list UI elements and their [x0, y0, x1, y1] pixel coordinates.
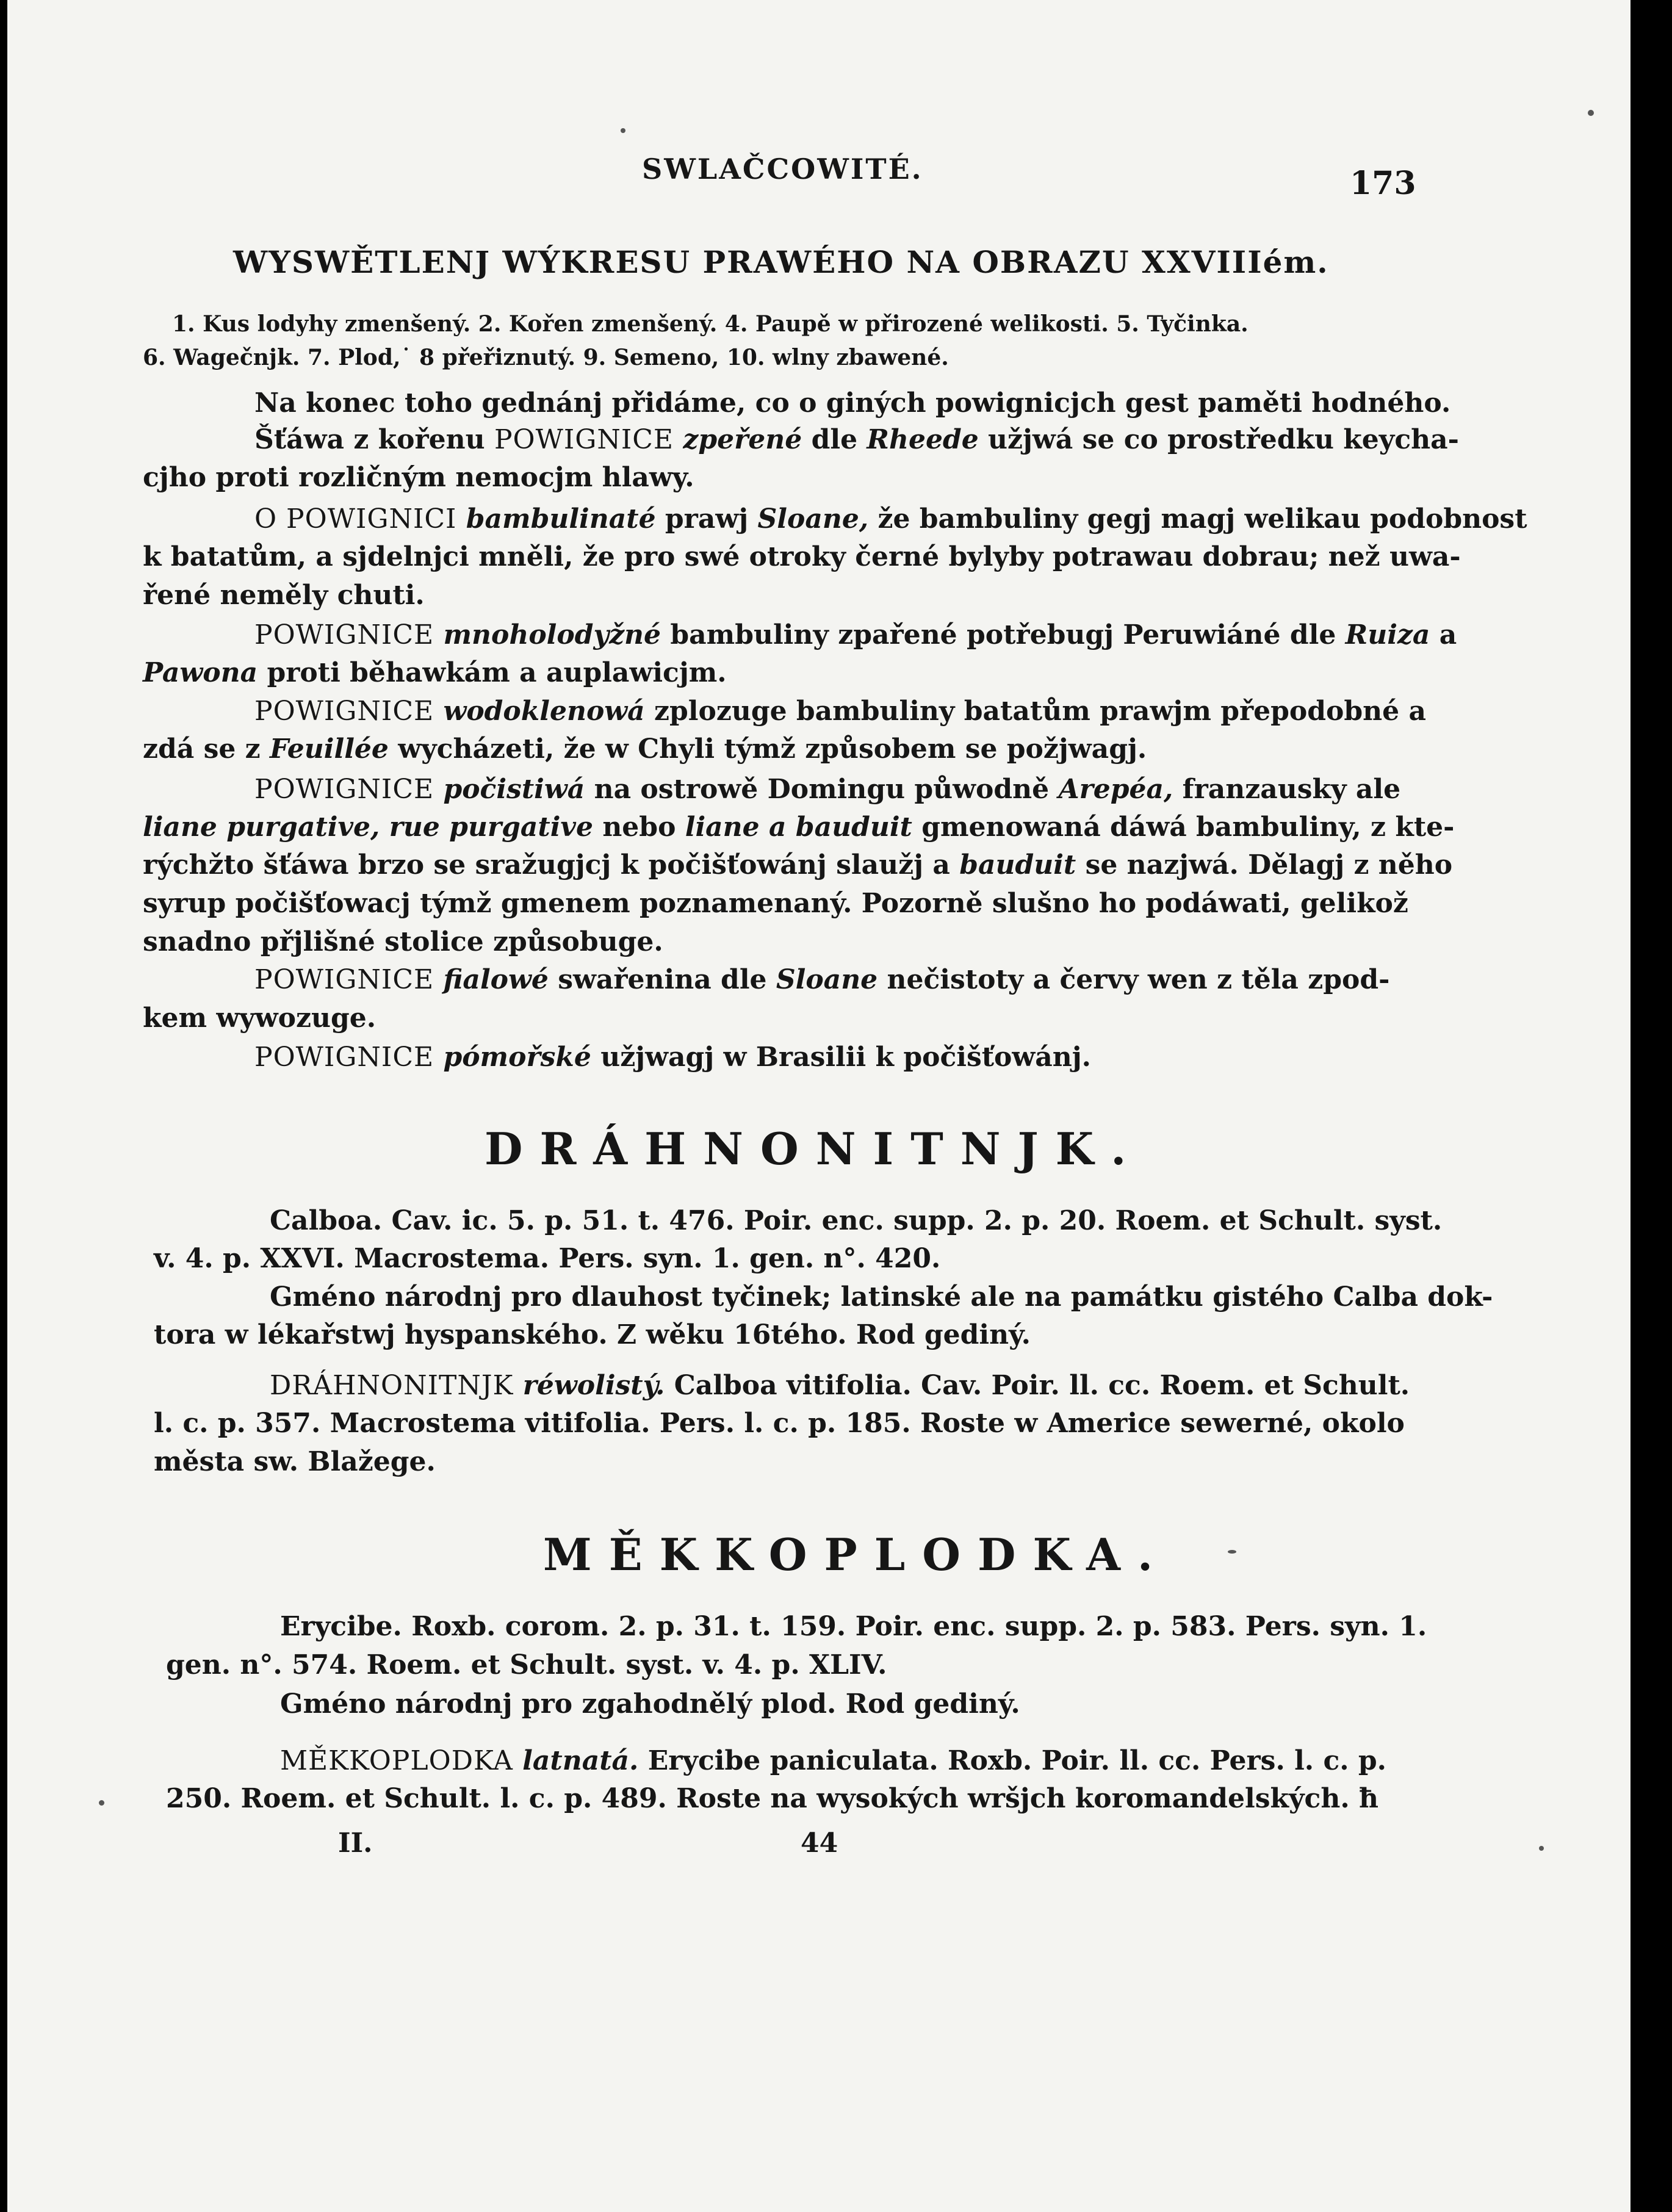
- genus-name: POWIGNICE: [254, 774, 434, 805]
- species-line: města sw. Blažege.: [154, 1446, 436, 1477]
- paragraph-line: Šťáwa z kořenu POWIGNICE zpeřené dle Rheede užjwá se co prostředku keycha-: [254, 424, 1459, 455]
- volume-mark: II.: [338, 1828, 373, 1859]
- author-name: Sloane: [776, 964, 878, 995]
- running-title: SWLAČCOWITÉ.: [642, 153, 923, 186]
- description-line: Gméno národnj pro dlauhost tyčinek; latinské ale na památku gistého Calba dok-: [270, 1281, 1493, 1313]
- species-line: DRÁHNONITNJK réwolistý. Calboa vitifolia. Cav. Poir. ll. cc. Roem. et Schult.: [270, 1370, 1410, 1401]
- species-epithet: počistiwá: [443, 774, 585, 805]
- genus-name: POWIGNICE: [254, 1042, 434, 1073]
- reference-line: Erycibe. Roxb. corom. 2. p. 31. t. 159. Poir. enc. supp. 2. p. 583. Pers. syn. 1.: [280, 1611, 1427, 1642]
- species-epithet: réwolistý.: [522, 1370, 665, 1401]
- paragraph-line: cjho proti rozličným nemocjm hlawy.: [143, 462, 694, 493]
- species-line: l. c. p. 357. Macrostema vitifolia. Pers. l. c. p. 185. Roste w Americe sewerné, okolo: [154, 1408, 1405, 1439]
- section-title: DRÁHNONITNJK.: [485, 1123, 1144, 1175]
- species-epithet: wodoklenowá: [443, 696, 645, 727]
- paragraph-line: k batatům, a sjdelnjci mněli, že pro swé otroky černé bylyby potrawau dobrau; než uwa-: [143, 541, 1461, 572]
- paragraph-line: zdá se z Feuillée wycházeti, že w Chyli týmž způsobem se požjwagj.: [143, 733, 1147, 765]
- species-epithet: bambulinaté: [466, 503, 656, 535]
- scan-speck: [621, 128, 625, 133]
- genus-name: POWIGNICE: [254, 619, 434, 650]
- genus-name: O POWIGNICI: [254, 503, 457, 535]
- paragraph-line: POWIGNICE mnoholodyžné bambuliny zpařené potřebugj Peruwiáné dle Ruiza a: [254, 619, 1457, 650]
- paragraph-line: rýchžto šťáwa brzo se sražugjcj k počišťowánj slaužj a bauduit se nazjwá. Dělagj z něho: [143, 849, 1453, 881]
- local-name: liane a bauduit: [685, 812, 912, 843]
- paragraph-line: Na konec toho gednánj přidáme, co o giných powignicjch gest paměti hodného.: [254, 387, 1451, 419]
- paragraph-line: řené neměly chuti.: [143, 580, 425, 611]
- species-line: 250. Roem. et Schult. l. c. p. 489. Roste na wysokých wršjch koromandelských. ħ: [166, 1783, 1378, 1814]
- paragraph-line: POWIGNICE počistiwá na ostrowě Domingu půwodně Arepéa, franzausky ale: [254, 774, 1401, 805]
- section-title: MĚKKOPLODKA.: [543, 1529, 1170, 1580]
- plate-heading: WYSWĚTLENJ WÝKRESU PRAWÉHO NA OBRAZU XXVIIIém.: [233, 244, 1329, 280]
- author-name: Ruiza: [1345, 619, 1430, 650]
- local-name: bauduit: [959, 849, 1076, 881]
- author-name: Feuillée: [269, 733, 389, 765]
- genus-name: POWIGNICE: [254, 964, 434, 995]
- scan-speck: [1539, 1846, 1544, 1851]
- author-name: Rheede: [867, 424, 979, 455]
- paragraph-line: snadno přjlišné stolice způsobuge.: [143, 926, 663, 957]
- paragraph-line: O POWIGNICI bambulinaté prawj Sloane, že bambuliny gegj magj welikau podobnost: [254, 503, 1527, 535]
- reference-line: v. 4. p. XXVI. Macrostema. Pers. syn. 1. gen. n°. 420.: [154, 1243, 941, 1274]
- species-epithet: mnoholodyžné: [443, 619, 661, 650]
- scan-speck: [1228, 1550, 1236, 1554]
- author-name: Pawona: [143, 657, 258, 688]
- scan-speck: [99, 1800, 104, 1806]
- plate-caption-line-2: 6. Wagečnjk. 7. Plod,˙ 8 přeřiznutý. 9. Semeno, 10. wlny zbawené.: [143, 345, 949, 370]
- page-number: 173: [1350, 165, 1416, 202]
- species-epithet: fialowé: [443, 964, 549, 995]
- book-page: [7, 0, 1631, 2212]
- description-line: Gméno národnj pro zgahodnělý plod. Rod gediný.: [280, 1688, 1020, 1720]
- local-name: Arepéa,: [1058, 774, 1173, 805]
- paragraph-line: kem wywozuge.: [143, 1003, 377, 1034]
- species-epithet: latnatá.: [522, 1745, 639, 1776]
- genus-name: MĚKKOPLODKA: [280, 1745, 513, 1776]
- author-name: Sloane,: [757, 503, 869, 535]
- shrub-symbol: ħ: [1358, 1783, 1378, 1814]
- reference-line: gen. n°. 574. Roem. et Schult. syst. v. 4. p. XLIV.: [166, 1649, 887, 1681]
- local-name: liane purgative, rue purgative: [143, 812, 593, 843]
- species-epithet: pómořské: [443, 1042, 591, 1073]
- genus-name: POWIGNICE: [494, 424, 674, 455]
- scan-speck: [1588, 110, 1594, 116]
- paragraph-line: POWIGNICE fialowé swařenina dle Sloane nečistoty a červy wen z těla zpod-: [254, 964, 1390, 995]
- reference-line: Calboa. Cav. ic. 5. p. 51. t. 476. Poir. enc. supp. 2. p. 20. Roem. et Schult. syst.: [270, 1205, 1443, 1236]
- description-line: tora w lékařstwj hyspanského. Z wěku 16tého. Rod gediný.: [154, 1319, 1031, 1350]
- genus-name: POWIGNICE: [254, 696, 434, 727]
- species-epithet: zpeřené: [683, 424, 802, 455]
- signature-mark: 44: [801, 1828, 838, 1859]
- species-line: MĚKKOPLODKA latnatá. Erycibe paniculata. Roxb. Poir. ll. cc. Pers. l. c. p.: [280, 1745, 1386, 1776]
- paragraph-line: POWIGNICE pómořské užjwagj w Brasilii k počišťowánj.: [254, 1042, 1092, 1073]
- paragraph-line: Pawona proti běhawkám a auplawicjm.: [143, 657, 727, 688]
- plate-caption-line-1: 1. Kus lodyhy zmenšený. 2. Kořen zmenšený. 4. Paupě w přirozené welikosti. 5. Tyčinka.: [172, 311, 1249, 337]
- genus-name: DRÁHNONITNJK: [270, 1370, 514, 1401]
- paragraph-line: syrup počišťowacj týmž gmenem poznamenaný. Pozorně slušno ho podáwati, gelikož: [143, 888, 1408, 919]
- paragraph-line: liane purgative, rue purgative nebo liane a bauduit gmenowaná dáwá bambuliny, z kte-: [143, 812, 1455, 843]
- paragraph-line: POWIGNICE wodoklenowá zplozuge bambuliny batatům prawjm přepodobné a: [254, 696, 1426, 727]
